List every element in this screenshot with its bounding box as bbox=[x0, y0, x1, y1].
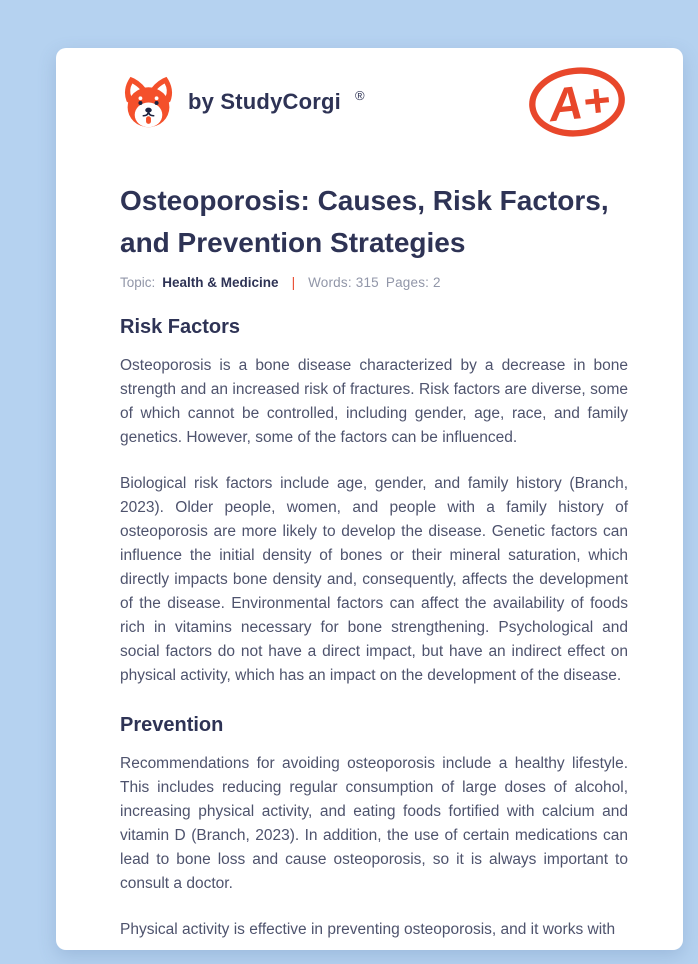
brand-text: by StudyCorgi bbox=[188, 89, 341, 114]
paragraph: Recommendations for avoiding osteoporosis include a healthy lifestyle. This includes reducing regular consumption of large doses of alcohol, increasing physical activity, and eating foods fortified with calcium and vitamin D (Branch, 2023). In addition, the use of certain medications can lead to bone loss and cause osteoporosis, so it is always important to consult a doctor. bbox=[120, 755, 628, 892]
pages-count: Pages: 2 bbox=[385, 275, 441, 290]
paragraph: Osteoporosis is a bone disease characterized by a decrease in bone strength and an increased risk of fractures. Risk factors are diverse, some of which cannot be controlled, including gender, age, race, and family genetics. However, some of the factors can be influenced. bbox=[120, 357, 628, 446]
paragraph: Biological risk factors include age, gender, and family history (Branch, 2023). Older people, women, and people with a family history of osteoporosis are more likely to develop the disease. Genetic factors can influence the initial density of bones or their mineral saturation, which directly impacts bone density and, consequently, affects the development of the disease. Environmental factors can affect the availability of foods rich in vitamins necessary for bone strengthening. Psychological and social factors do not have a direct impact, but have an indirect effect on physical activity, which has an impact on the development of the disease. bbox=[120, 475, 628, 684]
section-heading-prevention: Prevention bbox=[120, 714, 224, 736]
document-card bbox=[56, 48, 683, 950]
svg-text:A+: A+ bbox=[546, 73, 613, 132]
corgi-icon bbox=[120, 76, 177, 129]
meta-separator: | bbox=[291, 275, 296, 290]
topic-label: Topic: bbox=[120, 275, 156, 290]
registered-trademark: ® bbox=[354, 87, 365, 103]
header bbox=[120, 64, 628, 140]
meta-row bbox=[120, 275, 628, 290]
topic-link[interactable]: Health & Medicine bbox=[162, 275, 279, 290]
words-count: Words: 315 bbox=[308, 275, 379, 290]
section-heading-risk-factors: Risk Factors bbox=[120, 316, 241, 338]
brand-link[interactable] bbox=[120, 76, 365, 129]
a-plus-stamp-icon bbox=[526, 64, 628, 140]
page-title: Osteoporosis: Causes, Risk Factors, and Prevention Strategies bbox=[120, 185, 609, 258]
paragraph-clipped: Physical activity is effective in preventing osteoporosis, and it works with bbox=[120, 921, 616, 938]
